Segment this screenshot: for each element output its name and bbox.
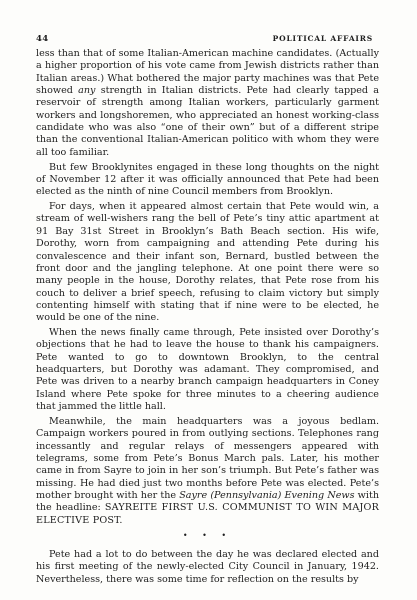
paragraph-continued: less than that of some Italian-American machine candidates. (Actually a higher proportion of his vote came from Jewish districts rather than Italian areas.) What bothered the major party machines was that Pete showed any strength in Italian districts. Pete had clearly tapped a reservoir of strength among Italian workers, particularly garment workers and longshoremen, who appreciated an honest working-class candidate who was also “one of their own” but of a different stripe than the conventional Italian-American politico with whom they were all too familiar. — [36, 48, 379, 158]
section-separator: • • • — [182, 531, 233, 541]
paragraph: But few Brooklynites engaged in these long thoughts on the night of November 12 after it was officially announced that Pete had been elected as the ninth of nine Council members from Brooklyn. — [36, 161, 379, 198]
paragraph: When the news finally came through, Pete insisted over Dorothy’s objections that he had to leave the house to thank his campaigners. Pete wanted to go to downtown Brooklyn, to the central headquarters, but Dorothy was adamant. They compromised, and Pete was driven to a nearby branch campaign headquarters in Coney Island where Pete spoke for three minutes to a cheering audience that jammed the little hall. — [36, 327, 379, 413]
article-body — [36, 48, 379, 586]
newspaper-name: Sayre (Pennsylvania) Evening News — [179, 490, 355, 502]
emphasis: any — [78, 85, 96, 97]
paragraph: Pete had a lot to do between the day he was declared elected and his first meeting of the newly-elected City Council in January, 1942. Nevertheless, there was some time for reflection on the results by — [36, 549, 379, 585]
newspaper-headline: SAYREITE FIRST U.S. COMMUNIST TO WIN MAJOR ELECTIVE POST. — [36, 502, 379, 526]
page-number: 44 — [36, 34, 49, 44]
paragraph: For days, when it appeared almost certain that Pete would win, a stream of well-wishers rang the bell of Pete’s tiny attic apartment at 91 Bay 31st Street in Brooklyn’s Bath Beach section. His wife, Dorothy, worn from campaigning and attending Pete during his convalescence and their infant son, Bernard, bustled between the front door and the jangling telephone. At one point there were so many people in the house, Dorothy relates, that Pete rose from his couch to deliver a brief speech, refusing to claim victory but simply contenting himself with stating that if nine were to be elected, he would be one of the nine. — [36, 201, 379, 324]
paragraph: Meanwhile, the main headquarters was a joyous bedlam. Campaign workers poured in from outlying sections. Telephones rang incessantly and regular relays of messengers appeared with telegrams, some from Pete’s Bonus March pals. Later, his mother came in from Sayre to join in her son’s triumph. But Pete’s father was missing. He had died just two months before Pete was elected. Pete’s mother brought with her the Sayre (Pennsylvania) Evening News with the headline: SAYREITE FIRST U.S. COMMUNIST TO WIN MAJOR ELECTIVE POST. — [36, 415, 380, 526]
running-header-title: POLITICAL AFFAIRS — [272, 34, 373, 43]
